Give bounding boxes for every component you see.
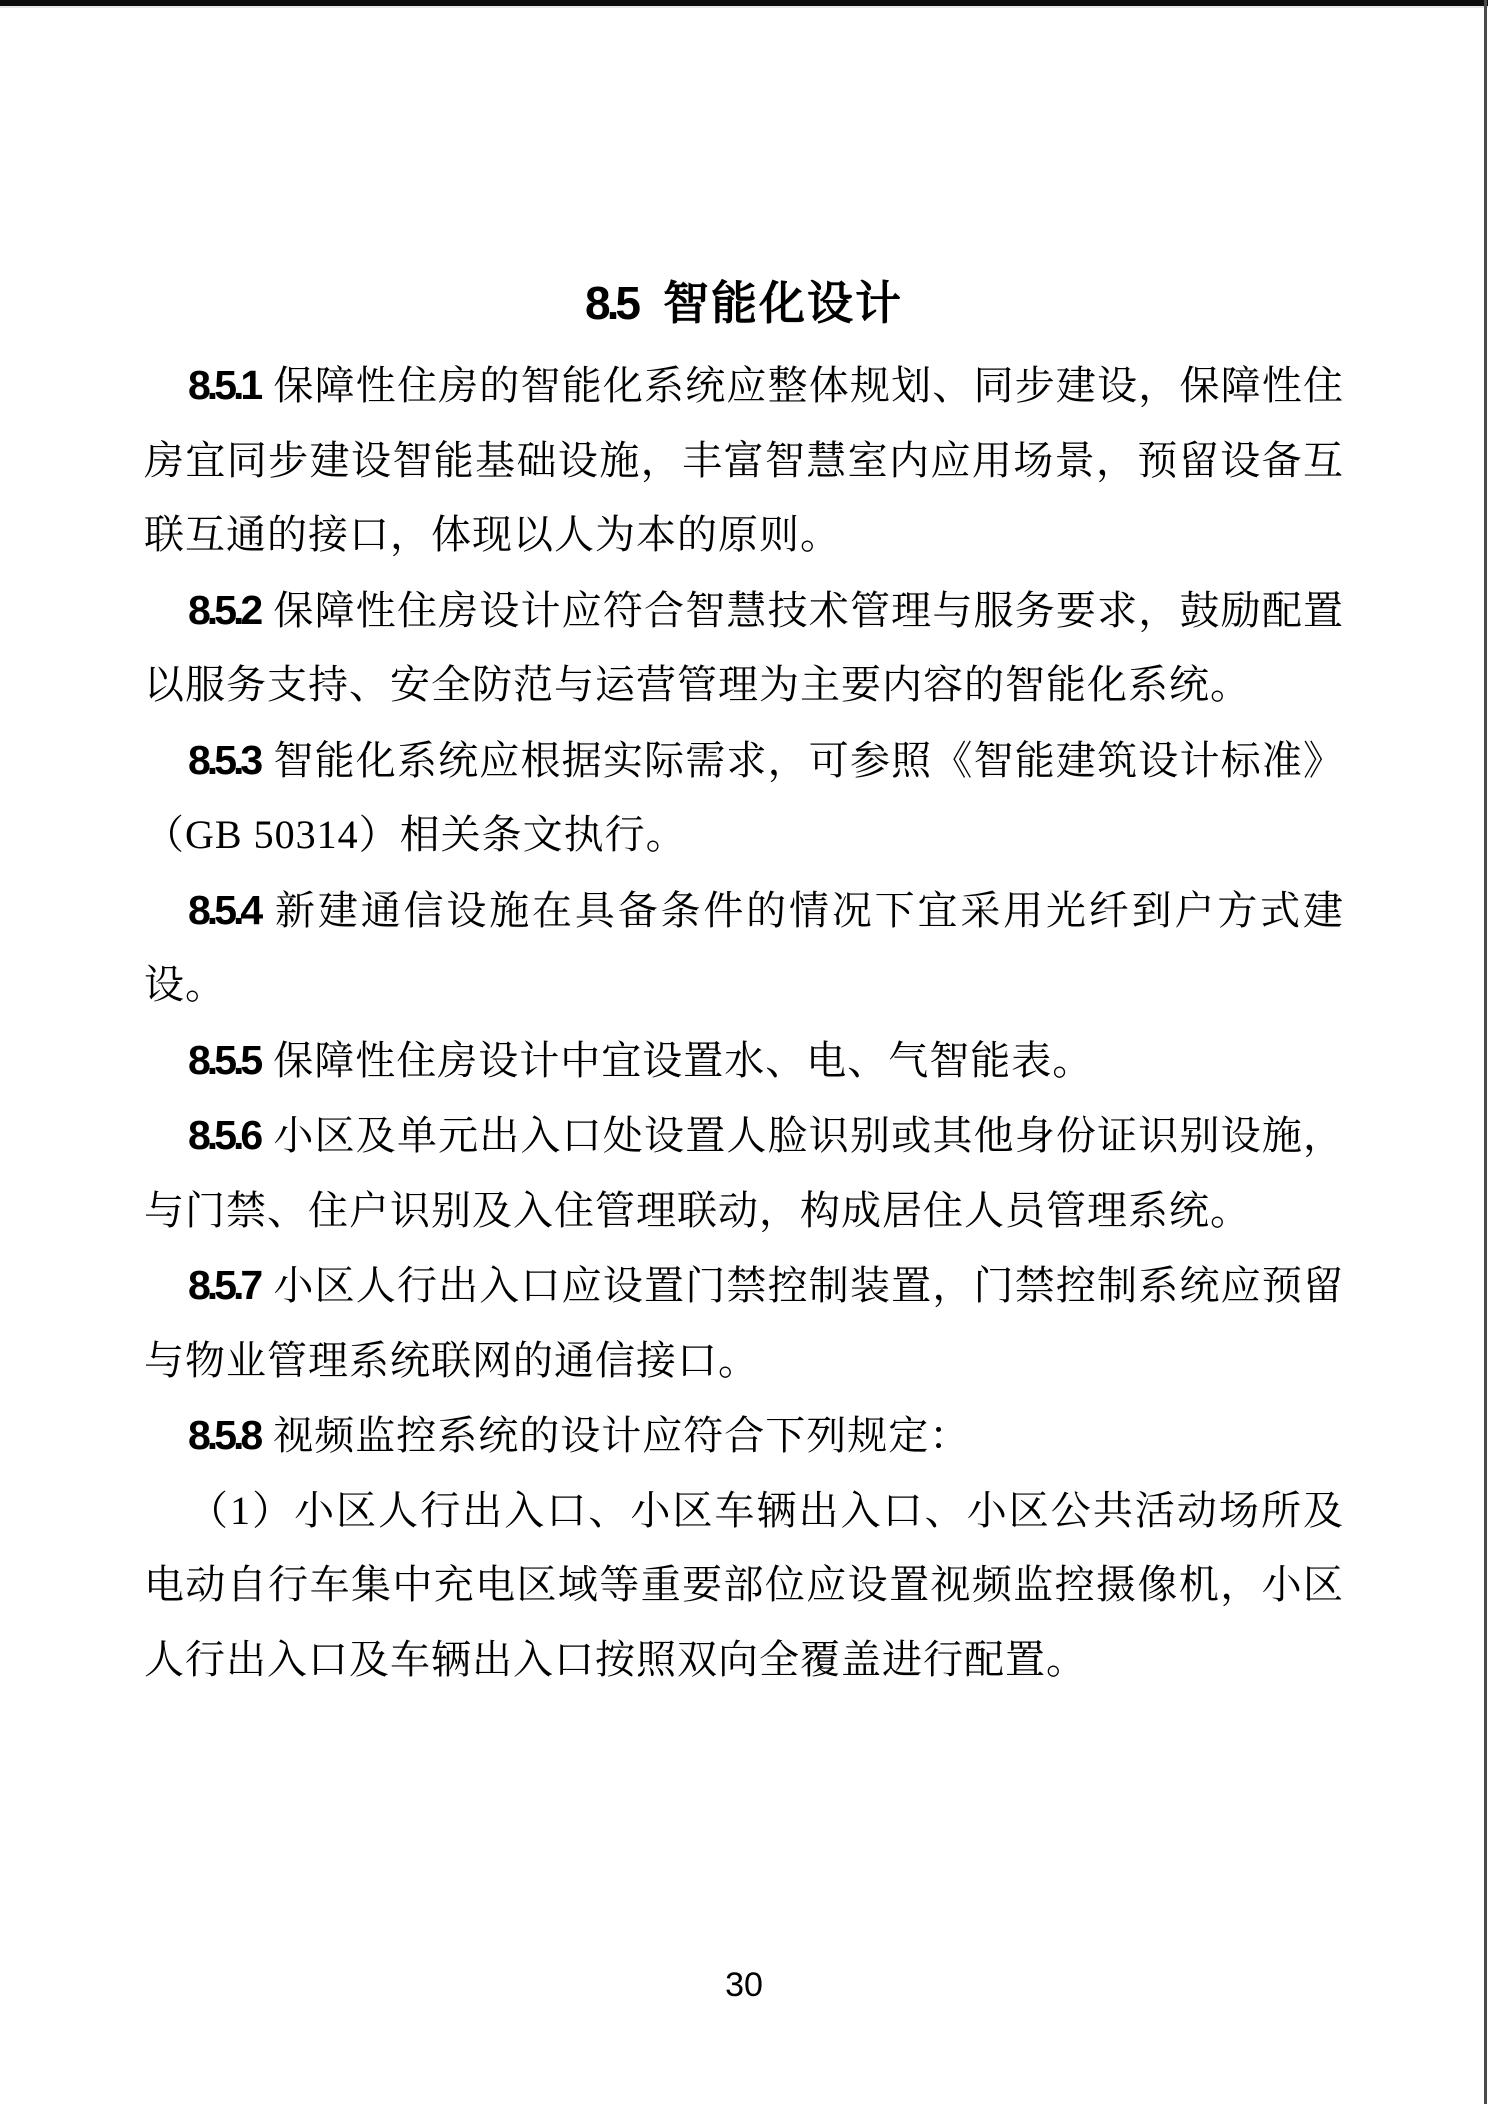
clause-number: 8.5.6	[188, 1112, 260, 1158]
clause-number: 8.5.8	[188, 1412, 260, 1458]
paragraph-8-5-8-item-1	[144, 1474, 1344, 1698]
clause-number: 8.5.1	[188, 362, 260, 408]
clause-text: 保障性住房设计应符合智慧技术管理与服务要求，鼓励配置以服务支持、安全防范与运营管理为主要内容的智能化系统。	[144, 587, 1344, 707]
paragraph-8-5-8	[144, 1398, 1344, 1474]
paragraph-8-5-3	[144, 723, 1344, 873]
paragraph-8-5-1	[144, 348, 1344, 573]
clause-text: 智能化系统应根据实际需求，可参照《智能建筑设计标准》（GB 50314）相关条文执行。	[144, 737, 1344, 857]
body-text	[144, 348, 1344, 1697]
paragraph-8-5-2	[144, 573, 1344, 723]
section-title	[144, 263, 1344, 344]
clause-text: 小区及单元出入口处设置人脸识别或其他身份证识别设施，与门禁、住户识别及入住管理联动，构成居住人员管理系统。	[144, 1113, 1344, 1233]
clause-number: 8.5.5	[188, 1036, 260, 1083]
clause-text: 视频监控系统的设计应符合下列规定：	[273, 1413, 971, 1458]
clause-number: 8.5.3	[188, 736, 260, 783]
clause-text: 保障性住房设计中宜设置水、电、气智能表。	[273, 1037, 1094, 1083]
clause-number: 8.5.7	[188, 1262, 260, 1308]
clause-number: 8.5.2	[188, 586, 260, 633]
paragraph-8-5-6	[144, 1098, 1344, 1248]
clause-text: 新建通信设施在具备条件的情况下宜采用光纤到户方式建设。	[144, 887, 1344, 1007]
clause-text: （1）小区人行出入口、小区车辆出入口、小区公共活动场所及电动自行车集中充电区域等重要部位应设置视频监控摄像机，小区人行出入口及车辆出入口按照双向全覆盖进行配置。	[144, 1487, 1344, 1682]
section-number: 8.5	[585, 277, 637, 329]
paragraph-8-5-4	[144, 873, 1344, 1023]
page-number: 30	[725, 1966, 763, 2004]
clause-text: 小区人行出入口应设置门禁控制装置，门禁控制系统应预留与物业管理系统联网的通信接口。	[144, 1263, 1344, 1383]
clause-number: 8.5.4	[188, 886, 260, 933]
section-title-text: 智能化设计	[662, 278, 903, 329]
paragraph-8-5-7	[144, 1248, 1344, 1398]
clause-text: 保障性住房的智能化系统应整体规划、同步建设，保障性住房宜同步建设智能基础设施，丰富智慧室内应用场景，预留设备互联互通的接口，体现以人为本的原则。	[144, 363, 1344, 557]
paragraph-8-5-5	[144, 1023, 1344, 1099]
